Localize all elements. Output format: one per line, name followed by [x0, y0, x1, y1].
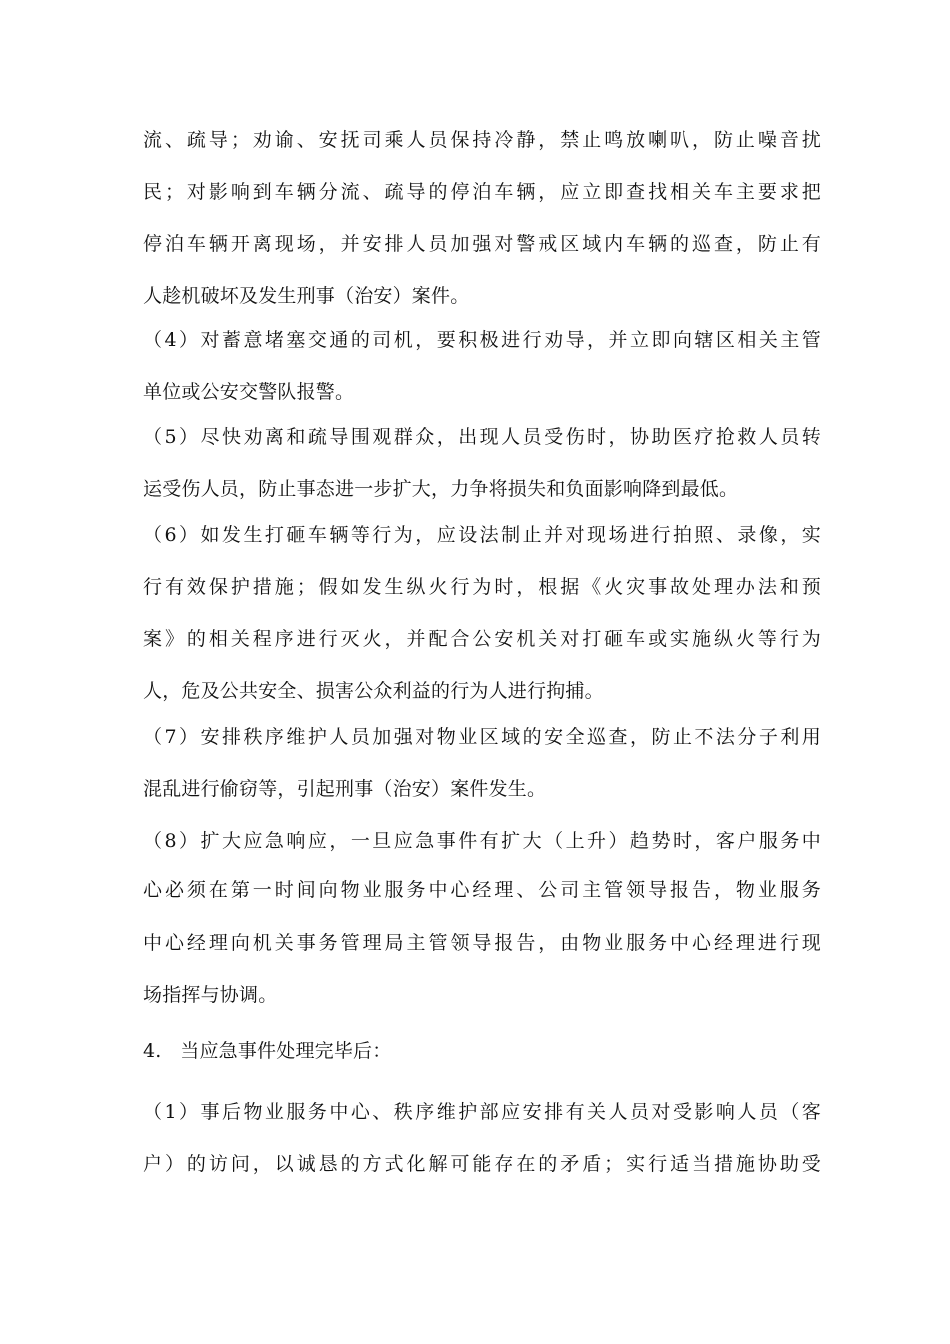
text-line: 民；对影响到车辆分流、疏导的停泊车辆，应立即查找相关车主要求把 [143, 181, 821, 203]
text-line: （8）扩大应急响应，一旦应急事件有扩大（上升）趋势时，客户服务中 [143, 830, 821, 852]
text-line: 案》的相关程序进行灭火，并配合公安机关对打砸车或实施纵火等行为 [143, 628, 821, 650]
text-line: 混乱进行偷窃等，引起刑事（治安）案件发生。 [143, 778, 547, 800]
text-line: （7）安排秩序维护人员加强对物业区域的安全巡查，防止不法分子利用 [143, 726, 821, 748]
text-line: 行有效保护措施；假如发生纵火行为时，根据《火灾事故处理办法和预 [143, 576, 821, 598]
text-line: 场指挥与协调。 [143, 984, 278, 1006]
text-line: 人趁机破坏及发生刑事（治安）案件。 [143, 285, 470, 307]
text-line: （5）尽快劝离和疏导围观群众，出现人员受伤时，协助医疗抢救人员转 [143, 426, 821, 448]
text-line: 心必须在第一时间向物业服务中心经理、公司主管领导报告，物业服务 [143, 879, 821, 901]
text-line: 户）的访问，以诚恳的方式化解可能存在的矛盾；实行适当措施协助受 [143, 1153, 821, 1175]
text-line: （4）对蓄意堵塞交通的司机，要积极进行劝导，并立即向辖区相关主管 [143, 329, 821, 351]
section-heading: 4. 当应急事件处理完毕后： [143, 1040, 392, 1062]
text-line: 人，危及公共安全、损害公众利益的行为人进行拘捕。 [143, 680, 604, 702]
text-line: 流、疏导；劝谕、安抚司乘人员保持冷静，禁止鸣放喇叭，防止噪音扰 [143, 129, 821, 151]
text-line: 停泊车辆开离现场，并安排人员加强对警戒区域内车辆的巡查，防止有 [143, 233, 821, 255]
text-line: （1）事后物业服务中心、秩序维护部应安排有关人员对受影响人员（客 [143, 1101, 821, 1123]
text-line: 运受伤人员，防止事态进一步扩大，力争将损失和负面影响降到最低。 [143, 478, 739, 500]
text-line: 单位或公安交警队报警。 [143, 381, 355, 403]
text-line: （6）如发生打砸车辆等行为，应设法制止并对现场进行拍照、录像，实 [143, 524, 821, 546]
text-line: 中心经理向机关事务管理局主管领导报告，由物业服务中心经理进行现 [143, 932, 821, 954]
